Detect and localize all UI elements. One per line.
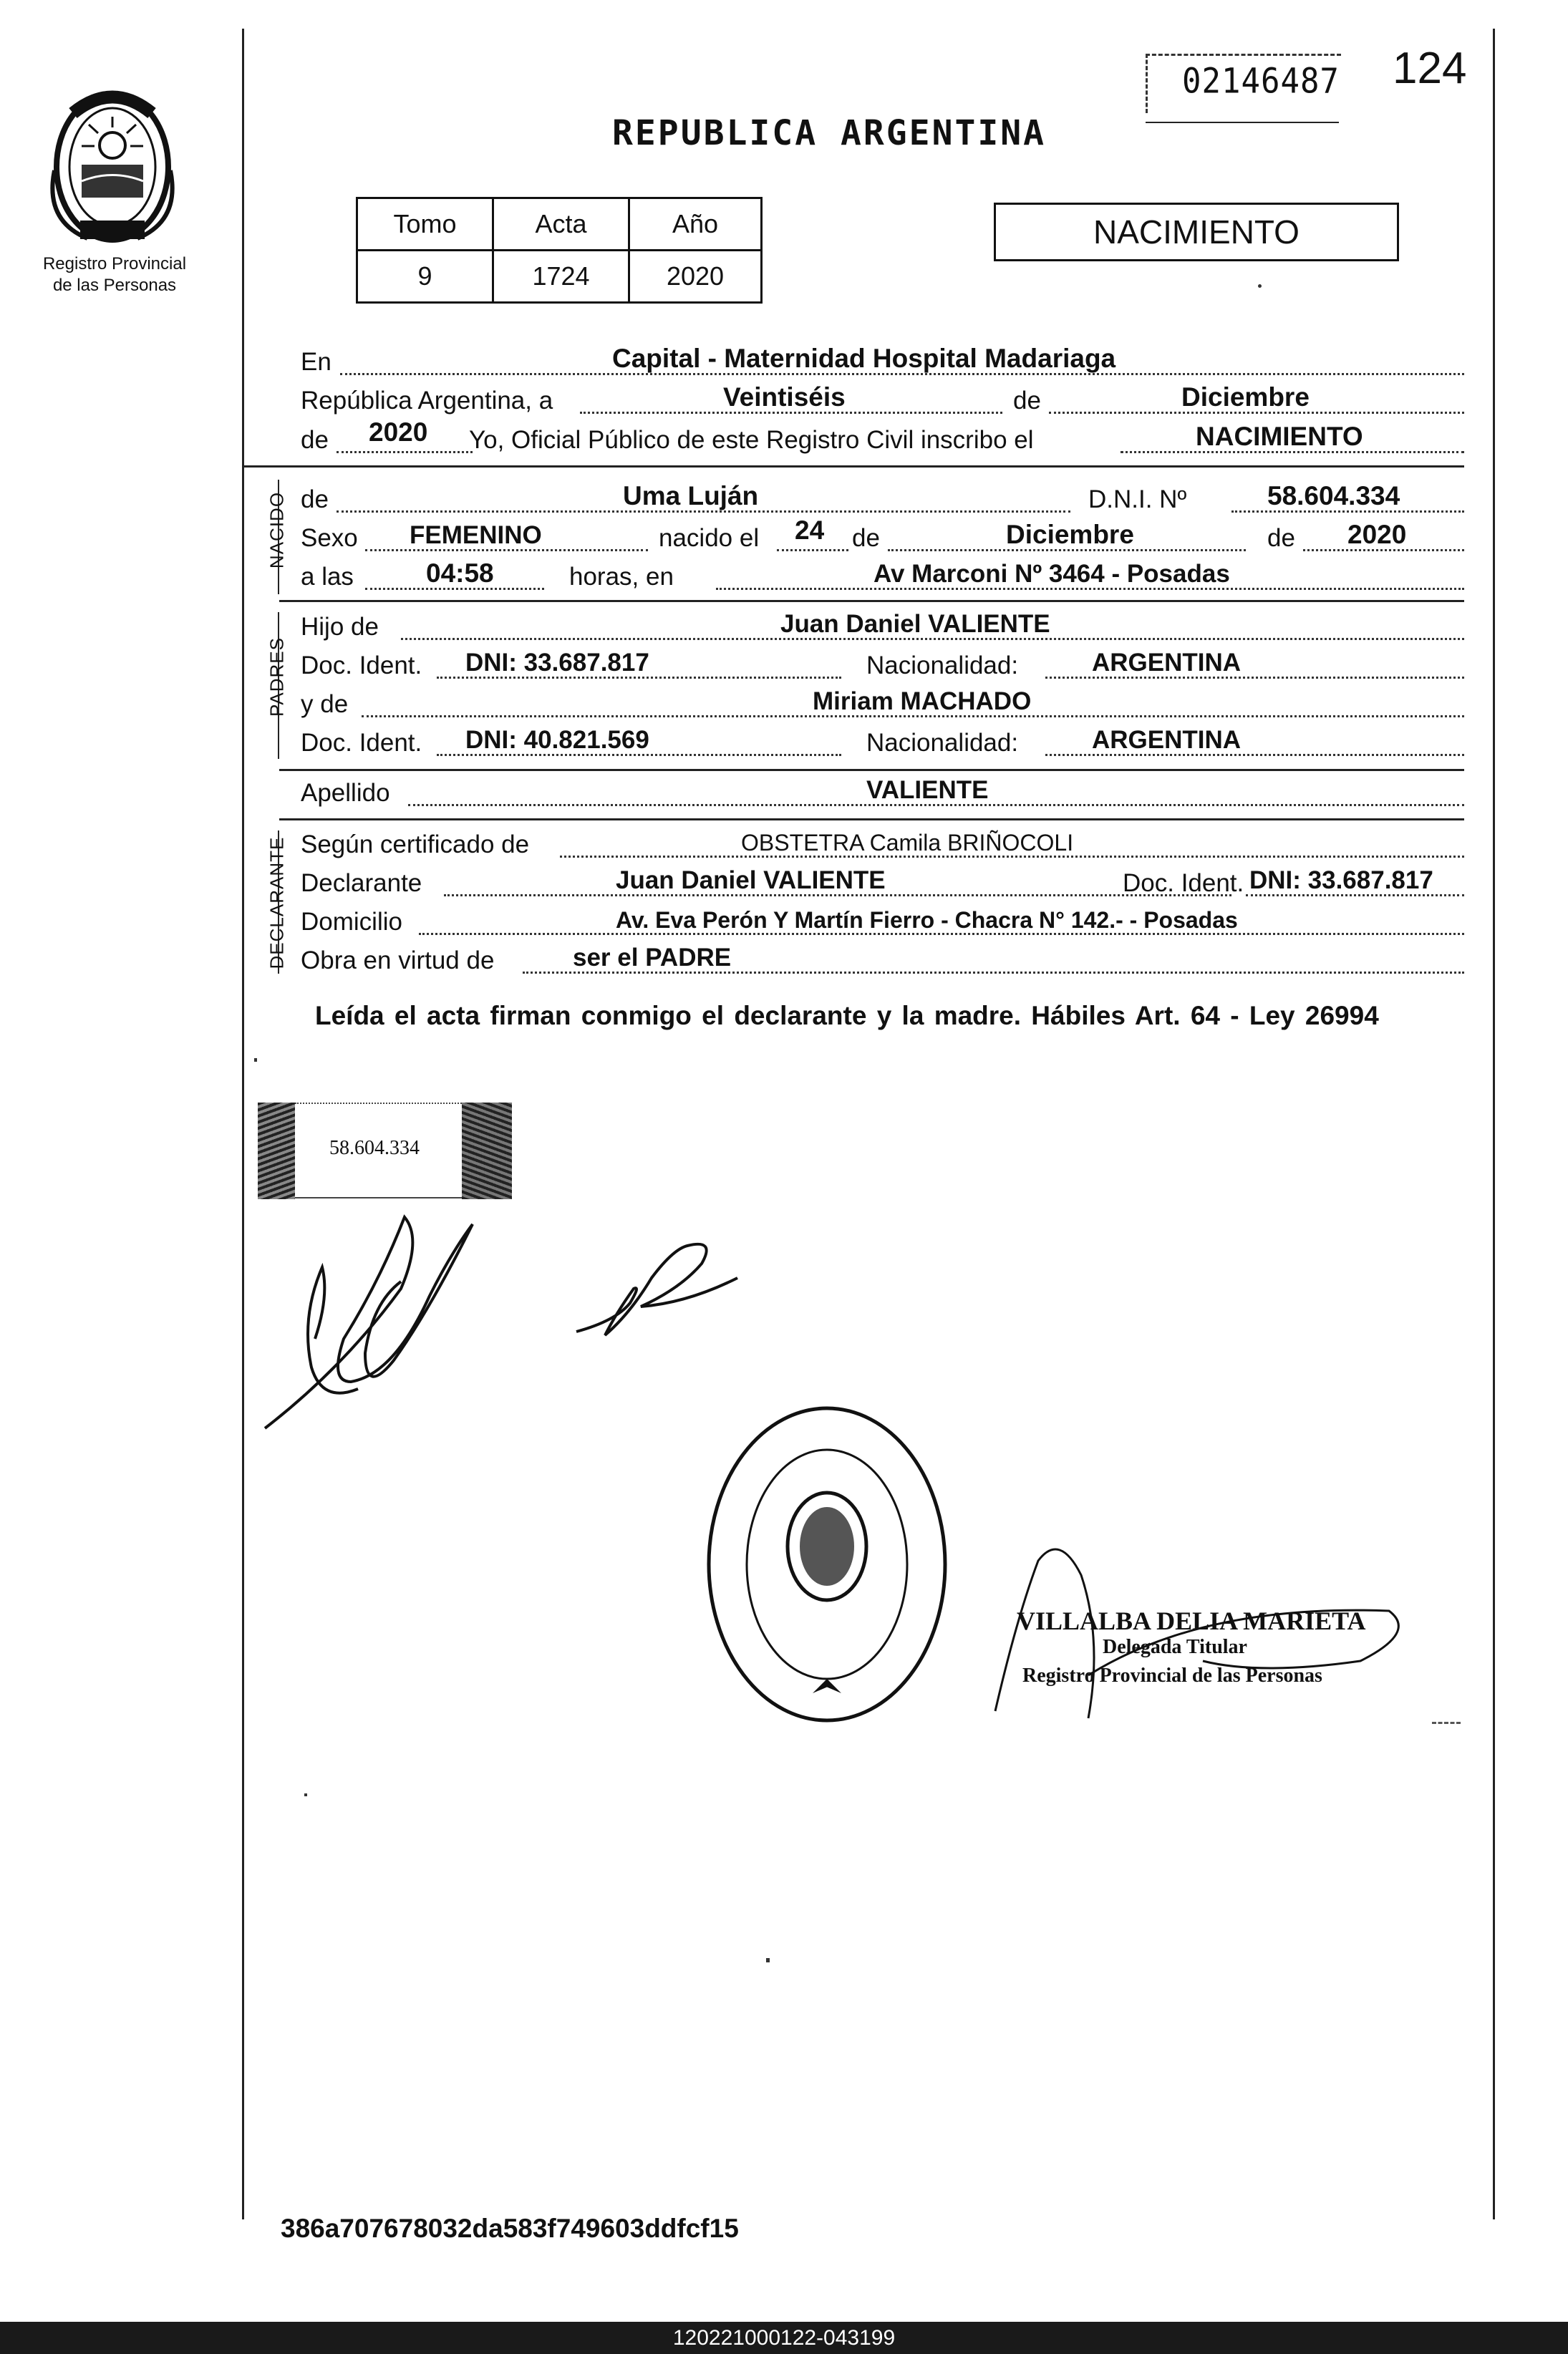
mother-nationality-label: Nacionalidad: bbox=[866, 729, 1019, 757]
officer-row bbox=[301, 417, 1464, 457]
mother-doc-row bbox=[301, 723, 1464, 760]
page-number: 124 bbox=[1393, 44, 1467, 93]
fingerprint-left-icon bbox=[258, 1103, 295, 1199]
declarant-row bbox=[301, 863, 1464, 901]
serial-number-text: 02146487 bbox=[1182, 61, 1340, 102]
father-signature bbox=[258, 1196, 487, 1432]
born-label: nacido el bbox=[659, 524, 760, 552]
year-value: 2020 bbox=[369, 417, 428, 447]
serial-underline bbox=[1146, 122, 1339, 123]
divider-declarante-top bbox=[279, 818, 1464, 820]
official-name: VILLALBA DELIA MARIETA bbox=[1017, 1607, 1366, 1635]
act-type-label: NACIMIENTO bbox=[1093, 213, 1300, 251]
speck bbox=[304, 1793, 307, 1796]
certificate-value: OBSTETRA Camila BRIÑOCOLI bbox=[741, 830, 1074, 856]
birthday-dots bbox=[777, 549, 848, 551]
role-row bbox=[301, 941, 1464, 978]
born-de-label: de bbox=[301, 485, 329, 513]
republica-label: República Argentina, a bbox=[301, 387, 553, 415]
official-title: Delegada Titular bbox=[1103, 1636, 1247, 1658]
acta-value: 1724 bbox=[493, 251, 629, 303]
year-prefix-label: de bbox=[301, 426, 329, 454]
official-org: Registro Provincial de las Personas bbox=[1022, 1665, 1322, 1687]
closing-text: Leída el acta firman conmigo el declarante y la madre. Hábiles Art. 64 - Ley 26994 bbox=[315, 1001, 1379, 1030]
en-label: En bbox=[301, 348, 331, 376]
left-margin-line bbox=[242, 29, 244, 2219]
registry-seal bbox=[705, 1403, 949, 1725]
birth-year: 2020 bbox=[1347, 520, 1407, 549]
born-de-label-2: de bbox=[852, 524, 880, 552]
yde-label: y de bbox=[301, 690, 349, 718]
record-table bbox=[356, 197, 763, 304]
birth-address: Av Marconi Nº 3464 - Posadas bbox=[873, 560, 1230, 588]
certificate-label: Según certificado de bbox=[301, 830, 530, 858]
name-row bbox=[301, 480, 1464, 517]
section-declarante: DECLARANTE bbox=[266, 836, 288, 969]
time-label: a las bbox=[301, 563, 354, 591]
child-sex: FEMENINO bbox=[410, 521, 542, 549]
surname-value: VALIENTE bbox=[866, 776, 989, 804]
declarant-label: Declarante bbox=[301, 869, 422, 897]
section-nacido: NACIDO bbox=[266, 491, 288, 569]
emblem-icon bbox=[44, 84, 180, 249]
de-label-a: de bbox=[1013, 387, 1041, 415]
right-margin-line bbox=[1493, 29, 1495, 2219]
divider-nacido-top bbox=[243, 465, 1464, 468]
domicile-row bbox=[301, 902, 1464, 939]
father-doc: DNI: 33.687.817 bbox=[465, 649, 649, 677]
day-value: Veintiséis bbox=[723, 382, 846, 412]
divider-padres-top bbox=[279, 600, 1464, 602]
child-name: Uma Luján bbox=[623, 481, 759, 510]
place-value: Capital - Maternidad Hospital Madariaga bbox=[612, 344, 1116, 373]
fingerprint-box bbox=[254, 1103, 512, 1199]
mother-row bbox=[301, 684, 1464, 722]
hash-code: 386a707678032da583f749603ddfcf15 bbox=[281, 2214, 739, 2243]
section-padres: PADRES bbox=[266, 637, 288, 717]
ano-header: Año bbox=[629, 198, 762, 251]
birth-day: 24 bbox=[795, 515, 825, 545]
father-doc-row bbox=[301, 646, 1464, 683]
role-value: ser el PADRE bbox=[573, 944, 732, 972]
mother-name: Miriam MACHADO bbox=[813, 687, 1032, 715]
dni-label: D.N.I. Nº bbox=[1088, 485, 1187, 513]
year-dots bbox=[337, 451, 473, 453]
birth-month: Diciembre bbox=[1006, 520, 1134, 549]
speck bbox=[254, 1058, 257, 1062]
certificate-row bbox=[301, 825, 1464, 862]
ano-value: 2020 bbox=[629, 251, 762, 303]
child-dni: 58.604.334 bbox=[1267, 481, 1400, 510]
surname-label: Apellido bbox=[301, 779, 390, 807]
tomo-value: 9 bbox=[357, 251, 493, 303]
month-value: Diciembre bbox=[1181, 382, 1310, 412]
footer-bar bbox=[0, 2322, 1568, 2354]
father-nationality: ARGENTINA bbox=[1092, 649, 1242, 677]
mother-doc: DNI: 40.821.569 bbox=[465, 726, 649, 754]
sex-label: Sexo bbox=[301, 524, 358, 552]
hours-label: horas, en bbox=[569, 563, 674, 591]
declarant-name: Juan Daniel VALIENTE bbox=[616, 866, 886, 894]
father-row bbox=[301, 607, 1464, 644]
mother-doc-label: Doc. Ident. bbox=[301, 729, 422, 757]
role-label: Obra en virtud de bbox=[301, 946, 495, 974]
acta-header: Acta bbox=[493, 198, 629, 251]
place-row bbox=[301, 342, 1464, 379]
declarant-doc-label: Doc. Ident. bbox=[1123, 869, 1244, 897]
divider-apellido-top bbox=[279, 769, 1464, 771]
tomo-header: Tomo bbox=[357, 198, 493, 251]
domicile-label: Domicilio bbox=[301, 908, 402, 936]
domicile-value: Av. Eva Perón Y Martín Fierro - Chacra N° 142.- - Posadas bbox=[616, 907, 1238, 933]
province-emblem bbox=[44, 84, 180, 249]
father-doc-label: Doc. Ident. bbox=[301, 652, 422, 679]
speck bbox=[1432, 1722, 1461, 1726]
father-name: Juan Daniel VALIENTE bbox=[780, 610, 1050, 638]
fingerprint-dni: 58.604.334 bbox=[329, 1137, 420, 1159]
act-type-box bbox=[994, 203, 1399, 261]
declarant-doc: DNI: 33.687.817 bbox=[1249, 866, 1433, 894]
surname-row bbox=[301, 773, 1464, 810]
declarant-doc-dots bbox=[1246, 894, 1464, 896]
page-title: REPUBLICA ARGENTINA bbox=[612, 113, 1047, 153]
born-de-label-3: de bbox=[1267, 524, 1295, 552]
speck bbox=[1258, 284, 1262, 288]
officer-text: Yo, Oficial Público de este Registro Civil inscribo el bbox=[469, 426, 1034, 454]
hijo-label: Hijo de bbox=[301, 613, 379, 641]
registry-name-line2: de las Personas bbox=[52, 276, 177, 295]
birth-time: 04:58 bbox=[426, 558, 494, 588]
mother-nationality: ARGENTINA bbox=[1092, 726, 1242, 754]
act-type-inline: NACIMIENTO bbox=[1196, 422, 1363, 451]
date-row bbox=[301, 381, 1464, 418]
mother-signature bbox=[573, 1235, 773, 1342]
time-row bbox=[301, 557, 1464, 594]
father-nationality-label: Nacionalidad: bbox=[866, 652, 1019, 679]
footer-code: 120221000122-043199 bbox=[672, 2326, 896, 2350]
seal-icon bbox=[705, 1403, 949, 1725]
serial-number bbox=[1146, 54, 1341, 113]
registry-name-line1: Registro Provincial bbox=[42, 254, 187, 273]
speck bbox=[766, 1958, 770, 1962]
fingerprint-right-icon bbox=[462, 1103, 512, 1199]
sex-row bbox=[301, 515, 1464, 556]
